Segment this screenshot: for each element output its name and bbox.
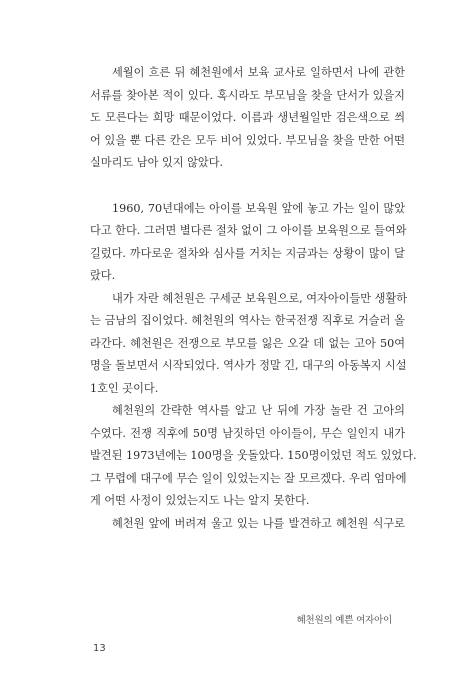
running-title: 혜천원의 예쁜 여자아이 xyxy=(296,615,392,626)
text-line: 어 있을 뿐 다른 칸은 모두 비어 있었다. 부모님을 찾을 만한 어떤 xyxy=(90,133,405,147)
text-line: 는 금남의 집이었다. 혜천원의 역사는 한국전쟁 직후로 거슬러 올 xyxy=(90,314,405,327)
text-line: 1호인 곳이다. xyxy=(90,381,159,395)
paragraph xyxy=(90,62,405,175)
text-line: 그 무렵에 대구에 무슨 일이 있었는지는 잘 모르겠다. 우리 엄마에 xyxy=(90,471,407,485)
text-line: 혜천원 앞에 버려져 울고 있는 나를 발견하고 혜천원 식구로 xyxy=(112,516,405,530)
text-line: 내가 자란 혜천원은 구세군 보육원으로, 여자아이들만 생활하 xyxy=(112,291,408,305)
body-text xyxy=(90,62,417,535)
text-line: 도 모른다는 희망 때문이었다. 이름과 생년월일만 검은색으로 씌 xyxy=(90,111,405,124)
text-line: 길렀다. 까다로운 절차와 심사를 거치는 지금과는 상황이 많이 달 xyxy=(90,246,405,260)
text-line: 게 어떤 사정이 있었는지도 나는 알지 못한다. xyxy=(90,494,310,507)
paragraph xyxy=(90,198,405,288)
text-line: 다고 한다. 그러면 별다른 절차 없이 그 아이를 보육원으로 들여와 xyxy=(90,224,407,237)
text-line: 라간다. 혜천원은 전쟁으로 부모를 잃은 오갈 데 없는 고아 50여 xyxy=(90,336,405,350)
text-line: 혜천원의 간략한 역사를 알고 난 뒤에 가장 놀란 건 고아의 xyxy=(112,404,405,417)
page-number: 13 xyxy=(93,643,106,654)
paragraph xyxy=(90,288,408,401)
section-break xyxy=(90,175,405,198)
text-line: 세월이 흐른 뒤 혜천원에서 보육 교사로 일하면서 나에 관한 xyxy=(112,66,405,79)
paragraph xyxy=(90,400,417,513)
text-line: 수였다. 전쟁 직후에 50명 남짓하던 아이들이, 무슨 일인지 내가 xyxy=(90,426,405,440)
paragraph xyxy=(90,513,405,536)
text-line: 1960, 70년대에는 아이를 보육원 앞에 놓고 가는 일이 많았 xyxy=(112,201,405,215)
text-line: 실마리도 남아 있지 않았다. xyxy=(90,156,224,169)
text-line: 랐다. xyxy=(90,269,116,282)
text-line: 서류를 찾아본 적이 있다. 혹시라도 부모님을 찾을 단서가 있을지 xyxy=(90,88,405,102)
text-line: 발견된 1973년에는 100명을 웃돌았다. 150명이었던 적도 있었다. xyxy=(90,449,417,462)
text-line: 명을 돌보면서 시작되었다. 역사가 정말 긴, 대구의 아동복지 시설 xyxy=(90,359,407,372)
